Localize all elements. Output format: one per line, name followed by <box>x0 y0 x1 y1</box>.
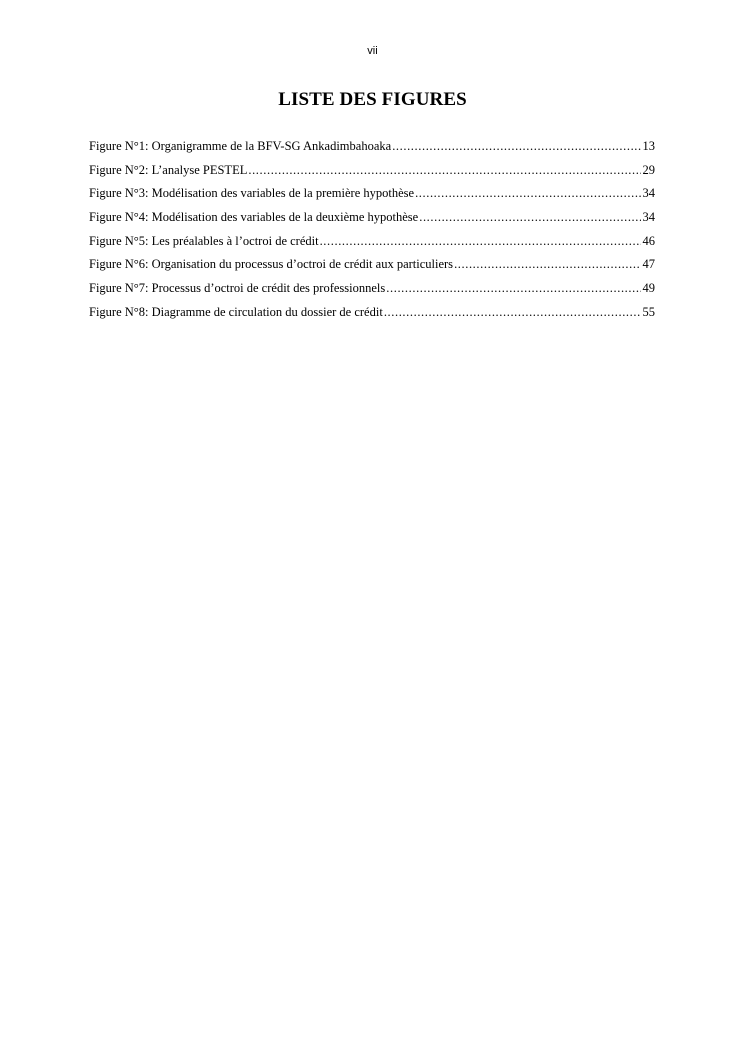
figure-entry-5[interactable] <box>89 234 655 258</box>
page-number: vii <box>367 45 378 57</box>
figure-entry-label: Figure N°3: Modélisation des variables de la première hypothèse <box>89 186 415 201</box>
figure-entry-page: 13 <box>642 139 655 153</box>
figure-list <box>89 139 655 329</box>
figure-entry-label: Figure N°5: Les préalables à l’octroi de crédit <box>89 233 319 248</box>
figure-entry-label: Figure N°1: Organigramme de la BFV-SG Ankadimbahoaka <box>89 139 392 153</box>
dot-leader <box>415 186 640 201</box>
dot-leader <box>384 305 641 320</box>
figure-entry-page: 49 <box>642 281 655 296</box>
figure-entry-page: 34 <box>642 210 655 225</box>
figure-entry-6[interactable] <box>89 257 655 281</box>
dot-leader <box>320 234 641 249</box>
figure-entry-3[interactable] <box>89 186 655 210</box>
dot-leader <box>248 163 640 178</box>
dot-leader <box>454 257 640 272</box>
figure-entry-page: 46 <box>642 233 655 248</box>
figure-entry-label: Figure N°7: Processus d’octroi de crédit des professionnels <box>89 281 386 296</box>
dot-leader <box>386 281 640 296</box>
dot-leader <box>392 139 640 154</box>
figure-entry-page: 34 <box>642 186 655 201</box>
dot-leader <box>419 210 640 225</box>
figure-entry-label: Figure N°8: Diagramme de circulation du dossier de crédit <box>89 304 383 319</box>
figure-entry-label: Figure N°4: Modélisation des variables de la deuxième hypothèse <box>89 210 419 225</box>
figure-entry-page: 47 <box>642 257 655 272</box>
figure-entry-label: Figure N°2: L’analyse PESTEL <box>89 162 248 177</box>
figure-entry-page: 55 <box>642 304 655 319</box>
figure-entry-1[interactable] <box>89 139 655 163</box>
figure-entry-page: 29 <box>642 162 655 177</box>
figure-entry-7[interactable] <box>89 281 655 305</box>
figure-entry-2[interactable] <box>89 163 655 187</box>
figure-entry-4[interactable] <box>89 210 655 234</box>
figure-entry-label: Figure N°6: Organisation du processus d’octroi de crédit aux particuliers <box>89 257 454 272</box>
page-title: LISTE DES FIGURES <box>278 89 467 110</box>
figure-entry-8[interactable] <box>89 305 655 329</box>
